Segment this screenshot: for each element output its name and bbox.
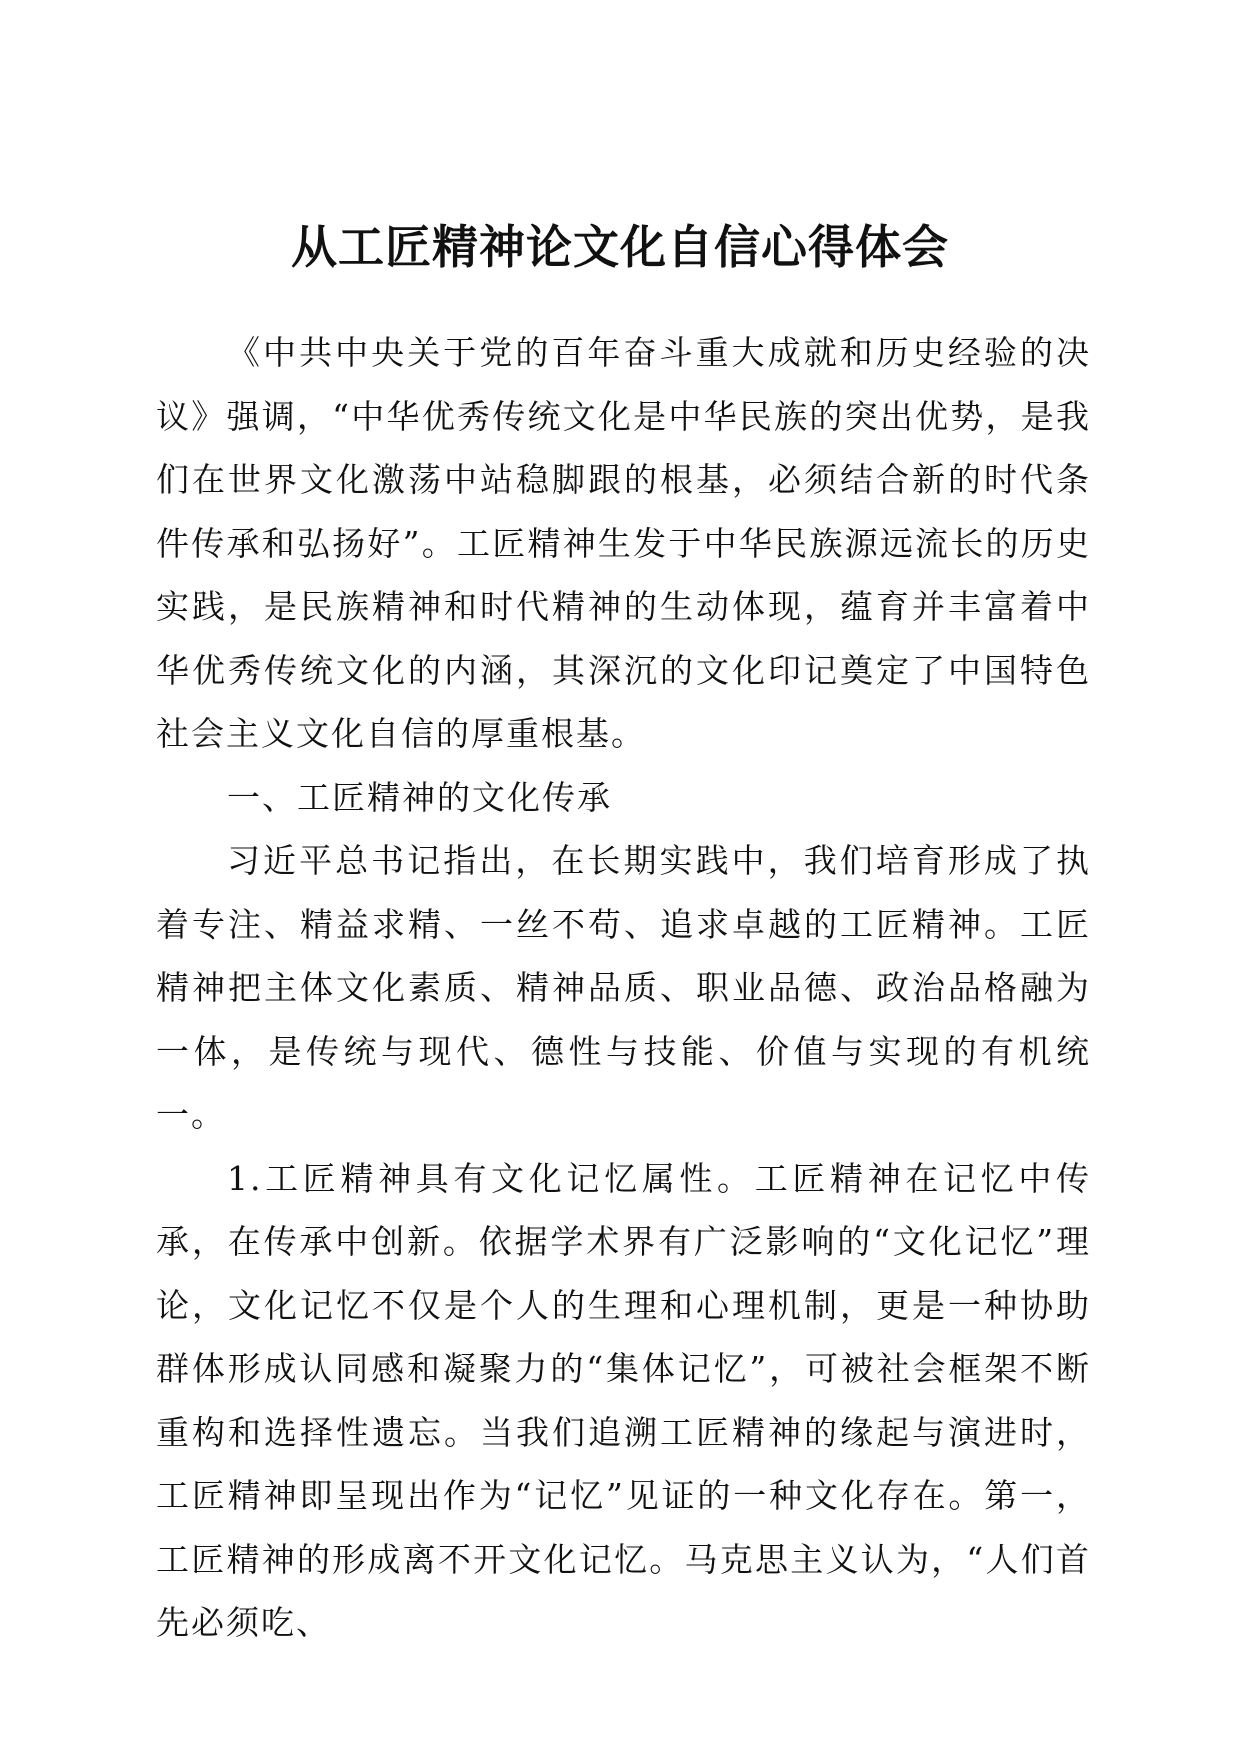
paragraph-intro: 《中共中央关于党的百年奋斗重大成就和历史经验的决议》强调，“中华优秀传统文化是中华民族的突出优势，是我们在世界文化激荡中站稳脚跟的根基，必须结合新的时代条件传承和弘扬好”。工匠精神生发于中华民族源远流长的历史实践，是民族精神和时代精神的生动体现，蕴育并丰富着中华优秀传统文化的内涵，其深沉的文化印记奠定了中国特色社会主义文化自信的厚重根基。 <box>156 333 1091 753</box>
section-heading: 一、工匠精神的文化传承 <box>227 777 612 817</box>
document-title: 从工匠精神论文化自信心得体会 <box>291 220 949 274</box>
document-body <box>156 321 1091 1655</box>
paragraph-quote: 习近平总书记指出，在长期实践中，我们培育形成了执着专注、精益求精、一丝不苟、追求卓越的工匠精神。工匠精神把主体文化素质、精神品质、职业品德、政治品格融为一体，是传统与现代、德性与技能、价值与实现的有机统一。 <box>156 841 1091 1134</box>
paragraph-cultural-memory: 1.工匠精神具有文化记忆属性。工匠精神在记忆中传承，在传承中创新。依据学术界有广泛影响的“文化记忆”理论，文化记忆不仅是个人的生理和心理机制，更是一种协助群体形成认同感和凝聚力的“集体记忆”，可被社会框架不断重构和选择性遗忘。当我们追溯工匠精神的缘起与演进时，工匠精神即呈现出作为“记忆”见证的一种文化存在。第一，工匠精神的形成离不开文化记忆。马克思主义认为，“人们首先必须吃、 <box>156 1158 1091 1642</box>
